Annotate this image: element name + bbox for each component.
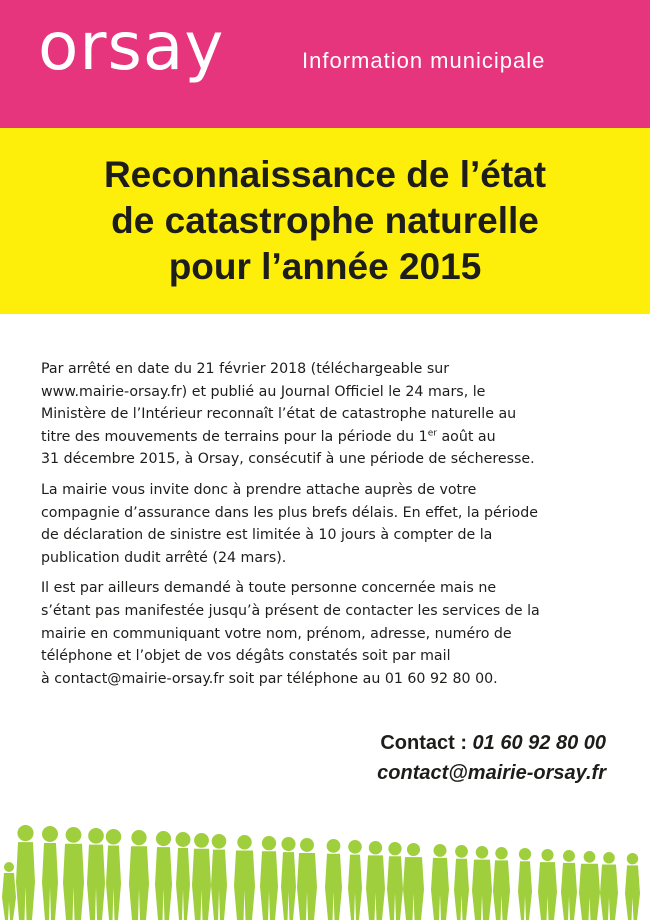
text-line: Par arrêté en date du 21 février 2018 (téléchargeable sur (41, 361, 450, 377)
text-line: Ministère de l’Intérieur reconnaît l’état de catastrophe naturelle au (41, 406, 517, 423)
person-silhouette (561, 850, 577, 920)
text-segment: titre des mouvements de terrains pour la période du 1 (41, 428, 428, 445)
contact-block (377, 728, 606, 788)
orsay-logo: orsay (38, 8, 225, 85)
text-line: de déclaration de sinistre est limitée à 10 jours à compter de la (41, 527, 493, 544)
person-silhouette (625, 853, 640, 920)
text-line: La mairie vous invite donc à prendre attache auprès de votre (41, 481, 477, 498)
person-silhouette (431, 844, 449, 920)
person-silhouette (106, 829, 121, 920)
text-line: à contact@mairie-orsay.fr soit par téléphone au 01 60 92 80 00. (41, 670, 498, 687)
person-silhouette (518, 848, 532, 920)
text-line: compagnie d’assurance dans les plus brefs délais. En effet, la période (41, 504, 538, 521)
header-tagline: Information municipale (302, 48, 546, 73)
paragraph-arrete (41, 358, 631, 471)
ordinal-superscript: er (427, 428, 437, 439)
person-silhouette (538, 849, 557, 920)
person-silhouette (42, 826, 58, 920)
person-silhouette (192, 833, 211, 920)
header-banner (0, 0, 650, 128)
person-silhouette (155, 831, 172, 920)
person-silhouette (16, 825, 35, 920)
person-silhouette (454, 845, 469, 920)
title-line-1: Reconnaissance de l’état (103, 154, 547, 195)
text-line: 31 décembre 2015, à Orsay, consécutif à une période de sécheresse. (41, 451, 535, 468)
text-line: www.mairie-orsay.fr) et publié au Journal Officiel le 24 mars, le (41, 383, 486, 400)
person-silhouette (87, 828, 105, 920)
text-line: mairie en communiquant votre nom, prénom, adresse, numéro de (41, 625, 512, 642)
person-silhouette (493, 847, 510, 920)
article-body (41, 358, 631, 698)
person-silhouette (176, 832, 191, 920)
contact-phone-line (377, 728, 606, 758)
text-line (41, 426, 631, 449)
contact-label: Contact : (380, 732, 473, 754)
title-line-2: de catastrophe naturelle (111, 200, 539, 241)
person-silhouette (472, 846, 492, 920)
paragraph-assurance (41, 479, 631, 569)
people-silhouettes-illustration (0, 815, 650, 920)
person-silhouette (2, 862, 16, 920)
paragraph-contact-request (41, 577, 631, 690)
person-silhouette (297, 838, 317, 920)
person-silhouette (600, 852, 618, 920)
person-silhouette (325, 839, 342, 920)
text-line: s’étant pas manifestée jusqu’à présent de contacter les services de la (41, 602, 540, 619)
contact-email[interactable]: contact@mairie-orsay.fr (377, 762, 606, 784)
person-silhouette (348, 840, 362, 920)
person-silhouette (403, 843, 424, 920)
title-banner (0, 128, 650, 314)
person-silhouette (579, 851, 600, 920)
person-silhouette (129, 830, 149, 920)
person-silhouette (211, 834, 227, 920)
text-line: Il est par ailleurs demandé à toute personne concernée mais ne (41, 580, 497, 597)
person-silhouette (63, 827, 84, 920)
text-line: publication dudit arrêté (24 mars). (41, 549, 287, 566)
person-silhouette (366, 841, 385, 920)
person-silhouette (234, 835, 255, 920)
text-line: téléphone et l’objet de vos dégâts constatés soit par mail (41, 648, 451, 665)
person-silhouette (387, 842, 403, 920)
person-silhouette (281, 837, 296, 920)
title-line-3: pour l’année 2015 (168, 246, 482, 287)
contact-phone[interactable]: 01 60 92 80 00 (472, 732, 606, 754)
text-segment: août au (436, 428, 496, 445)
person-silhouette (260, 836, 278, 920)
